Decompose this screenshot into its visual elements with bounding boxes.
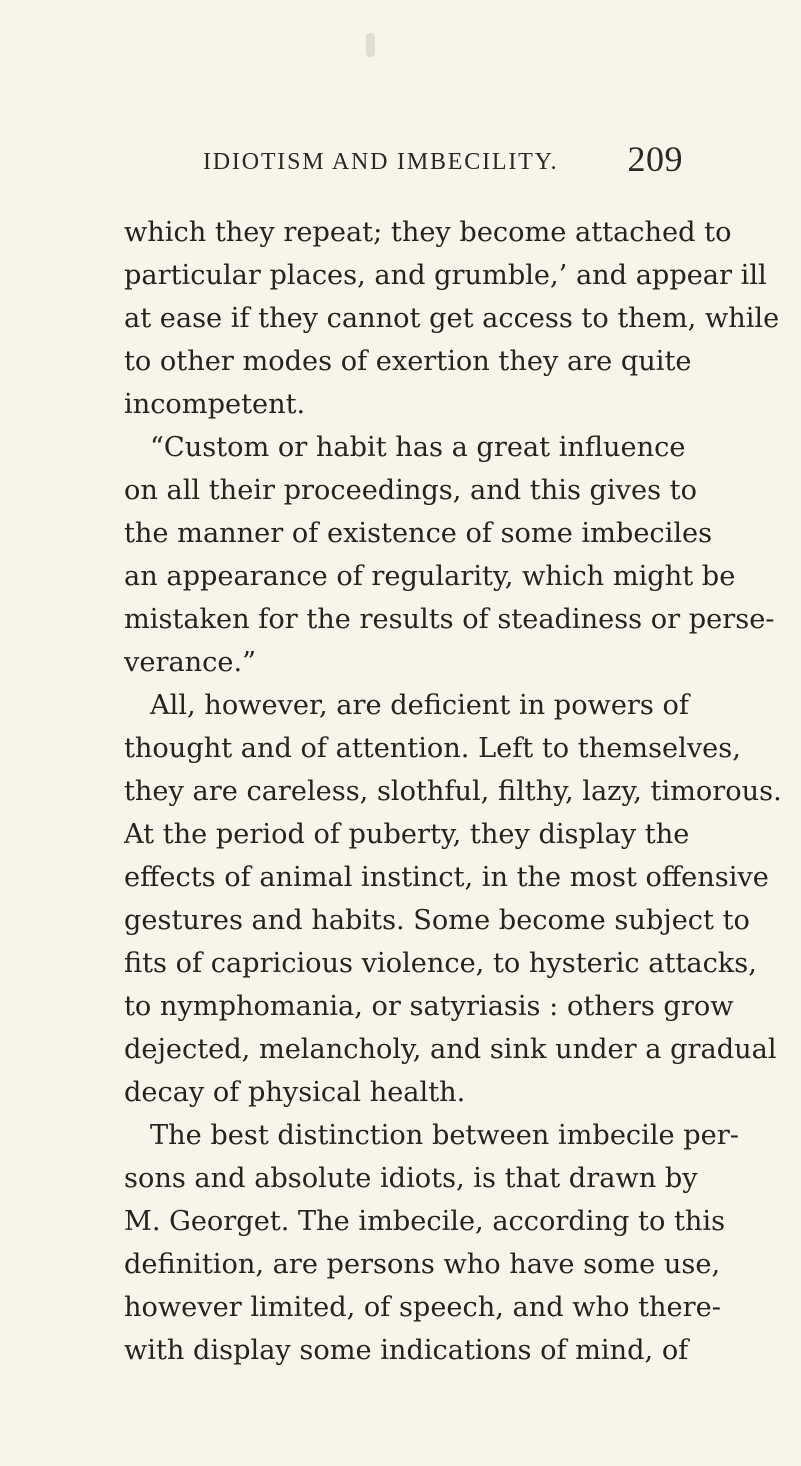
text-line: thought and of attention. Left to themselves, (124, 733, 741, 764)
text-line: M. Georget. The imbecile, according to this (124, 1206, 726, 1237)
text-line: particular places, and grumble,’ and appear ill (124, 260, 767, 291)
text-line: definition, are persons who have some use, (124, 1249, 721, 1280)
text-line: mistaken for the results of steadiness or perse- (124, 604, 775, 635)
text-line: At the period of puberty, they display the (124, 819, 690, 850)
text-line: on all their proceedings, and this gives to (124, 475, 697, 506)
text-line: dejected, melancholy, and sink under a gradual (124, 1034, 777, 1065)
text-line: fits of capricious violence, to hysteric attacks, (124, 948, 757, 979)
text-line: which they repeat; they become attached to (124, 217, 732, 248)
text-line: decay of physical health. (124, 1077, 466, 1108)
text-line: however limited, of speech, and who there- (124, 1292, 721, 1323)
text-line: the manner of existence of some imbeciles (124, 518, 713, 549)
page-number: 209 (627, 139, 683, 179)
body-text (124, 211, 782, 1372)
text-line: they are careless, slothful, filthy, lazy, timorous. (124, 776, 782, 807)
text-line: to nymphomania, or satyriasis : others grow (124, 991, 734, 1022)
text-line: at ease if they cannot get access to them, while (124, 303, 780, 334)
text-line: sons and absolute idiots, is that drawn by (124, 1163, 698, 1194)
text-line: to other modes of exertion they are quite (124, 346, 692, 377)
text-line: verance.” (124, 647, 257, 678)
text-line: incompetent. (124, 389, 306, 420)
text-line: All, however, are deficient in powers of (150, 690, 689, 721)
text-line: gestures and habits. Some become subject to (124, 905, 750, 936)
text-line: effects of animal instinct, in the most offensive (124, 862, 769, 893)
running-head (203, 139, 683, 186)
text-line: “Custom or habit has a great influence (150, 432, 686, 463)
text-line: an appearance of regularity, which might be (124, 561, 736, 592)
running-title: IDIOTISM AND IMBECILITY. (203, 149, 559, 175)
paper-speck (366, 33, 375, 57)
text-line: with display some indications of mind, of (124, 1335, 689, 1366)
text-line: The best distinction between imbecile per- (150, 1120, 739, 1151)
